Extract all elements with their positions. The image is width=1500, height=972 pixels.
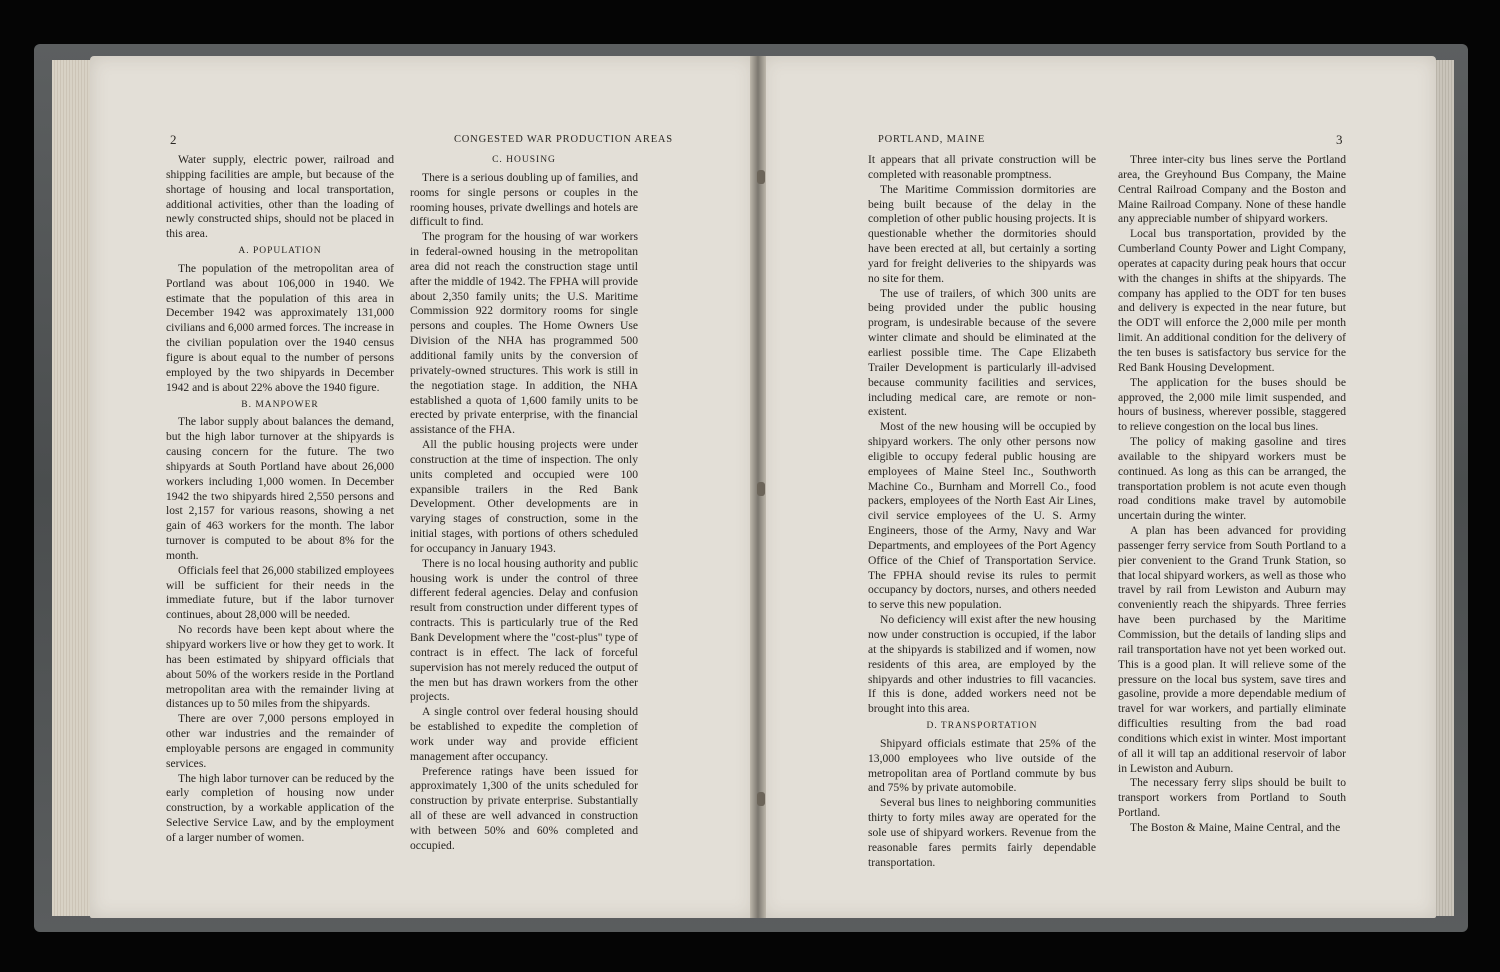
section-heading: C. HOUSING: [492, 155, 556, 165]
paragraph: There are over 7,000 persons employed in other war industries and the remainder of employable persons are engaged in community services.: [166, 712, 394, 770]
paragraph: The necessary ferry slips should be built to transport workers from Portland to South Portland.: [1118, 776, 1346, 820]
running-head: PORTLAND, MAINE: [878, 134, 986, 145]
paragraph: No records have been kept about where the shipyard workers live or how they get to work. It has been estimated by shipyard officials that about 50% of the workers reside in the Portland metropolitan area with the remainder living at distances up to 50 miles from the shipyards.: [166, 623, 394, 711]
text-column: [1118, 153, 1346, 836]
paragraph: Shipyard officials estimate that 25% of the 13,000 employees who live outside of the metropolitan area of Portland commute by bus and 75% by private automobile.: [868, 736, 1096, 795]
section-heading: A. POPULATION: [238, 246, 322, 257]
paragraph: Officials feel that 26,000 stabilized employees will be sufficient for their needs in the immediate future, but if the labor turnover continues, about 28,000 will be needed.: [166, 563, 394, 622]
paragraph: The policy of making gasoline and tires available to the shipyard workers must be continued. As long as this can be arranged, the transportation problem is not acute even though road conditions make travel by automobile uncertain during the winter.: [1118, 435, 1346, 523]
paragraph: The application for the buses should be approved, the 2,000 mile limit suspended, and hours of business, wherever possible, staggered to relieve congestion on the local bus lines.: [1118, 375, 1346, 434]
right-page-edges: [1434, 60, 1454, 916]
paragraph: There is no local housing authority and public housing work is under the control of three different federal agencies. Delay and confusion result from construction under different types of contracts. This is particularly true of the Red Bank Development where the "cost-plus" type of contract is in effect. The lack of forceful supervision has not merely reduced the output of the men but has drawn workers from the other projects.: [410, 556, 638, 704]
binding-stitch: [757, 482, 765, 496]
text-column: [868, 153, 1096, 871]
paragraph: Three inter-city bus lines serve the Portland area, the Greyhound Bus Company, the Maine Central Railroad Company and the Boston and Maine Railroad Company. None of these handle any appreciable number of shipyard workers.: [1118, 153, 1346, 226]
paragraph: All the public housing projects were under construction at the time of inspection. The only units completed and occupied were 100 expansible trailers in the Red Bank Development. Other developments are in varying stages of construction, some in the initial stages, with portions of others scheduled for occupancy in January 1943.: [410, 438, 638, 555]
paragraph: The use of trailers, of which 300 units are being provided under the public housing program, is undesirable because of the severe winter climate and should be eliminated at the earliest possible time. The Cape Elizabeth Trailer Development is particularly ill-advised because community facilities and services, including medical care, are remote or non-existent.: [868, 286, 1096, 419]
paragraph: A single control over federal housing should be established to expedite the completion of work under way and provide efficient management after occupancy.: [410, 705, 638, 763]
binding-stitch: [757, 792, 765, 806]
left-page-edges: [52, 60, 92, 916]
paragraph: It appears that all private construction will be completed with reasonable promptness.: [868, 153, 1096, 181]
paragraph: Local bus transportation, provided by the Cumberland County Power and Light Company, operates at capacity during peak hours that occur with the changes in shifts at the shipyards. The company has applied to the ODT for ten buses and delivery is expected in the near future, but the ODT will enforce the 2,000 mile per month limit. An additional condition for the delivery of the ten buses is satisfactory bus service for the Red Bank Housing Development.: [1118, 227, 1346, 374]
binding-stitch: [757, 170, 765, 184]
section-heading: D. TRANSPORTATION: [926, 721, 1038, 732]
paragraph: The population of the metropolitan area of Portland was about 106,000 in 1940. We estimate that the population of this area in December 1942 was approximately 131,000 civilians and 6,000 armed forces. The increase in the civilian population over the 1940 census figure is about equal to the number of persons employed by the two shipyards in December 1942 and is about 22% above the 1940 figure.: [166, 261, 394, 394]
paragraph: No deficiency will exist after the new housing now under construction is occupied, if the labor at the shipyards is stabilized and if women, now residents of this area, are employed by the shipyards and other industries to fill vacancies. If this is done, added workers need not be brought into this area.: [868, 613, 1096, 716]
section-heading: B. MANPOWER: [241, 399, 319, 410]
paragraph: Water supply, electric power, railroad and shipping facilities are ample, but because of the shortage of housing and local transportation, additional activities, other than the loading of newly constructed ships, should not be placed in this area.: [166, 153, 394, 241]
paragraph: The Boston & Maine, Maine Central, and the: [1130, 820, 1341, 834]
paragraph: The program for the housing of war workers in federal-owned housing in the metropolitan area did not reach the construction stage until after the middle of 1942. The FPHA will provide about 2,350 family units; the U.S. Maritime Commission 922 dormitory rooms for single persons and couples. The Home Owners Use Division of the NHA has programmed 500 additional family units by the conversion of privately-owned structures. This work is still in the negotiation stage. In addition, the NHA established a quota of 1,600 family units to be erected by private enterprise, with the financial assistance of the FHA.: [410, 230, 638, 437]
paragraph: There is a serious doubling up of families, and rooms for single persons or couples in the rooming houses, private dwellings and hotels are difficult to find.: [410, 170, 638, 229]
paragraph: Preference ratings have been issued for approximately 1,300 of the units scheduled for construction by private enterprise. Substantially all of these are well advanced in construction with between 50% and 60% completed and occupied.: [410, 764, 638, 852]
paragraph: Several bus lines to neighboring communities thirty to forty miles away are operated for the sole use of shipyard workers. Revenue from the reasonable fares permits fairly dependable transportation.: [868, 796, 1096, 869]
text-column: [410, 153, 638, 854]
page-number: 3: [1336, 132, 1343, 147]
paragraph: Most of the new housing will be occupied by shipyard workers. The only other persons now eligible to occupy federal public housing are employees of Maine Steel Inc., Southworth Machine Co., Burnham and Morrell Co., food packers, employees of the North East Air Lines, civil service employees of the U. S. Army Engineers, those of the Army, Navy and War Departments, and employees of the Port Agency Office of the Chief of Transportation Service. The FPHA should revise its rules to permit occupancy by doctors, nurses, and others needed to serve this new population.: [868, 420, 1096, 612]
paragraph: The Maritime Commission dormitories are being built because of the delay in the completion of other public housing projects. It is questionable whether the dormitories should have been erected at all, but certainly a sorting yard for freight deliveries to the shipyards was no site for them.: [868, 182, 1096, 285]
paragraph: The labor supply about balances the demand, but the high labor turnover at the shipyards is causing concern for the future. The two shipyards at South Portland have about 26,000 workers including 1,000 women. In December 1942 the two shipyards hired 2,550 persons and lost 2,157 for various reasons, showing a net gain of 463 workers for the month. The labor turnover is computed to be about 8% for the month.: [166, 415, 394, 562]
text-column: [166, 153, 394, 846]
running-head: CONGESTED WAR PRODUCTION AREAS: [454, 134, 673, 145]
paragraph: A plan has been advanced for providing passenger ferry service from South Portland to a pier convenient to the Grand Trunk Station, so that local shipyard workers, as well as those who travel by rail from Lewiston and Auburn may conveniently reach the shipyards. Three ferries have been purchased by the Maritime Commission, but the details of landing slips and rail transportation have not yet been worked out. This is a good plan. It will relieve some of the pressure on the local bus system, save tires and gasoline, provide a more dependable medium of travel for war workers, and partially eliminate difficulties resulting from the bad road conditions which exist in winter. Most important of all it will tap an additional reservoir of labor in Lewiston and Auburn.: [1118, 524, 1346, 775]
page-number: 2: [170, 132, 177, 147]
paragraph: The high labor turnover can be reduced by the early completion of housing now under construction, by a workable application of the Selective Service Law, and by the employment of a larger number of women.: [166, 771, 394, 844]
